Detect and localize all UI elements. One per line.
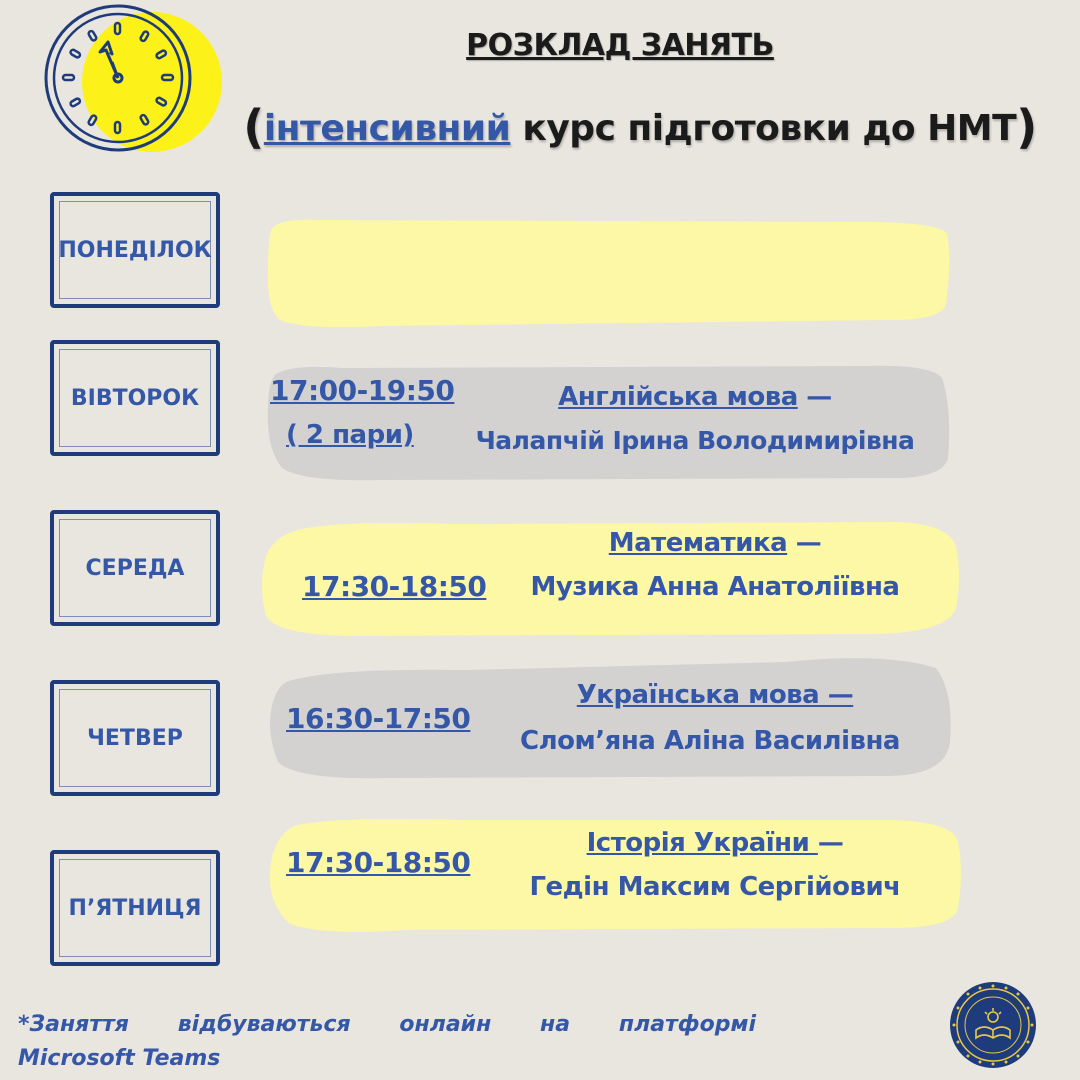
time-thursday: 16:30-17:50 [286,702,471,735]
subject-dash: — [787,528,822,558]
subject-tuesday: Англійська мова [558,382,798,412]
teacher-friday: Гедін Максим Сергійович [529,872,901,902]
subtitle-text: курс підготовки до НМТ [510,108,1017,149]
subtitle-open-paren: ( [243,100,264,154]
college-seal-logo [948,980,1038,1070]
subject-line-tuesday [470,382,920,412]
footer-note: *Заняття відбуваються онлайн на платформі [18,1012,756,1037]
clock-icon [40,4,200,154]
day-box-wednesday [50,510,220,626]
teacher-thursday: Слом’яна Аліна Василівна [520,726,900,756]
day-label: ПОНЕДІЛОК [58,237,212,263]
subject-line-wednesday [490,528,940,558]
day-label: СЕРЕДА [85,555,185,581]
teacher-wednesday: Музика Анна Анатоліївна [530,572,900,602]
subject-dash: — [797,382,832,412]
time-friday: 17:30-18:50 [286,846,471,879]
schedule-blob-monday [262,208,957,334]
day-box-thursday [50,680,220,796]
subtitle-highlight: інтенсивний [263,108,511,149]
page-subtitle [230,100,1050,154]
day-label: ЧЕТВЕР [87,725,183,751]
subject-line-thursday [490,680,940,710]
subject-friday: Історія України [586,828,818,858]
time-wednesday: 17:30-18:50 [302,570,487,603]
subject-thursday: Українська мова — [576,680,854,710]
day-box-friday [50,850,220,966]
subject-wednesday: Математика [608,528,788,558]
day-box-tuesday [50,340,220,456]
subject-dash: — [817,828,844,858]
subtitle-close-paren: ) [1016,100,1037,154]
time-tuesday: 17:00-19:50 [270,374,455,407]
subject-line-friday [490,828,940,858]
page-title: РОЗКЛАД ЗАНЯТЬ [466,28,774,63]
teacher-tuesday: Чалапчій Ірина Володимирівна [475,426,915,455]
day-label: ВІВТОРОК [70,385,200,411]
footer-note-platform: Microsoft Teams [18,1046,221,1071]
day-label: П’ЯТНИЦЯ [68,895,202,921]
time-note-tuesday: ( 2 пари) [286,420,414,450]
day-box-monday [50,192,220,308]
